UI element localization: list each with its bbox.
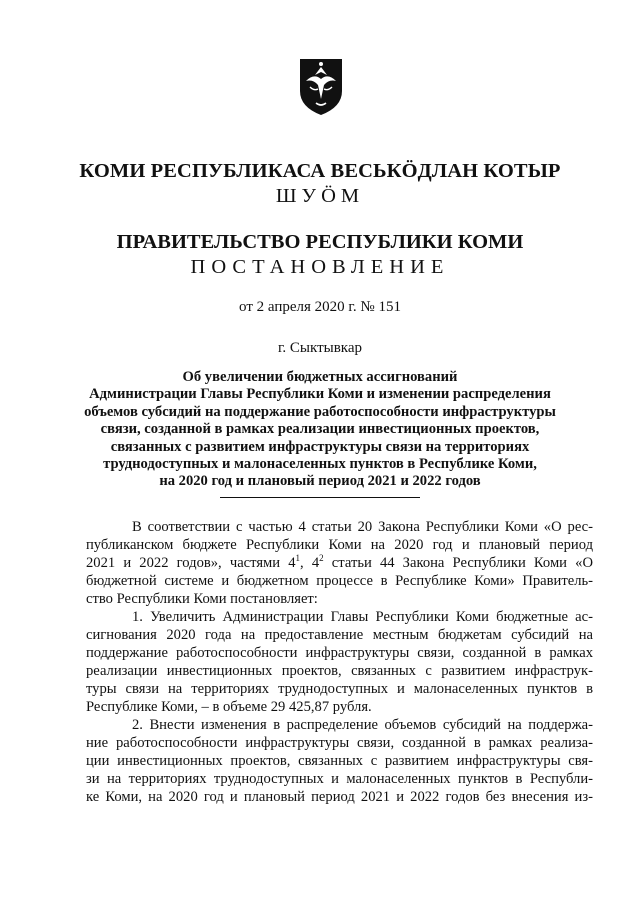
text-line: 1. Увеличить Администрации Главы Республики Коми бюджетные ас-	[132, 609, 593, 625]
date-number: от 2 апреля 2020 г. № 151	[239, 299, 401, 315]
text-line: ство Республики Коми постановляет:	[86, 591, 318, 607]
doc-type: ПОСТАНОВЛЕНИЕ	[190, 256, 450, 278]
text-line: публиканском бюджете Республики Коми на 2020 год и плановый период	[86, 537, 593, 553]
title-line: связанных с развитием инфраструктуры связи на территориях	[110, 438, 530, 455]
superscript: 1	[295, 553, 301, 563]
text-line: реализации инвестиционных проектов, связанных с развитием инфраструк-	[86, 663, 593, 679]
text-line: сигнования 2020 года на предоставление местным бюджетам субсидий на	[86, 627, 593, 643]
text-line: бюджетной системе и бюджетном процессе в Республике Коми» Правитель-	[86, 573, 593, 589]
text-line: туры связи на территориях труднодоступных и малонаселенных пунктов в	[86, 681, 593, 697]
text-fragment: , 4	[300, 555, 320, 571]
title-line: связи, созданной в рамках реализации инвестиционных проектов,	[100, 421, 540, 438]
text-line: ции инвестиционных проектов, связанных с развитием инфраструктуры свя-	[86, 753, 593, 769]
paragraph-2	[86, 716, 593, 806]
text-line: поддержание работоспособности инфраструктуры связи, созданной в рамках	[86, 645, 593, 661]
title-line: объемов субсидий на поддержание работоспособности инфраструктуры	[84, 403, 556, 420]
paragraph-preamble	[86, 518, 593, 608]
text-line	[86, 554, 593, 572]
komi-coat-of-arms-icon	[296, 55, 346, 117]
text-fragment: 2021 и 2022 годов», частями 4	[86, 555, 296, 571]
city: г. Сыктывкар	[277, 340, 363, 356]
text-line: зи на территориях труднодоступных и малонаселенных пунктов в Республи-	[86, 771, 593, 787]
document-body	[86, 518, 593, 806]
title-line: на 2020 год и плановый период 2021 и 2022 годов	[159, 473, 481, 490]
superscript: 2	[319, 553, 324, 563]
komi-doc-type: ШУӦМ	[275, 185, 365, 207]
title-line: Об увеличении бюджетных ассигнований	[182, 369, 458, 385]
title-line: Администрации Главы Республики Коми и изменении распределения	[89, 386, 551, 403]
title-line: труднодоступных и малонаселенных пунктов в Республике Коми,	[103, 456, 537, 473]
text-line: Республике Коми, – в объеме 29 425,87 рубля.	[86, 699, 372, 715]
text-line: ке Коми, на 2020 год и плановый период 2021 и 2022 годов без внесения из-	[86, 789, 593, 805]
text-line: 2. Внести изменения в распределение объемов субсидий на поддержа-	[132, 717, 593, 733]
document-title	[0, 369, 640, 491]
text-line: В соответствии с частью 4 статьи 20 Закона Республики Коми «О рес-	[132, 519, 593, 535]
government-title: ПРАВИТЕЛЬСТВО РЕСПУБЛИКИ КОМИ	[116, 231, 524, 253]
text-line: ние работоспособности инфраструктуры связи, созданной в рамках реализа-	[86, 735, 593, 751]
text-fragment: статьи 44 Закона Республики Коми «О	[323, 555, 593, 571]
komi-government-title: КОМИ РЕСПУБЛИКАСА ВЕСЬКӦДЛАН КОТЫР	[79, 160, 561, 182]
title-divider	[220, 497, 420, 498]
paragraph-1	[86, 608, 593, 716]
